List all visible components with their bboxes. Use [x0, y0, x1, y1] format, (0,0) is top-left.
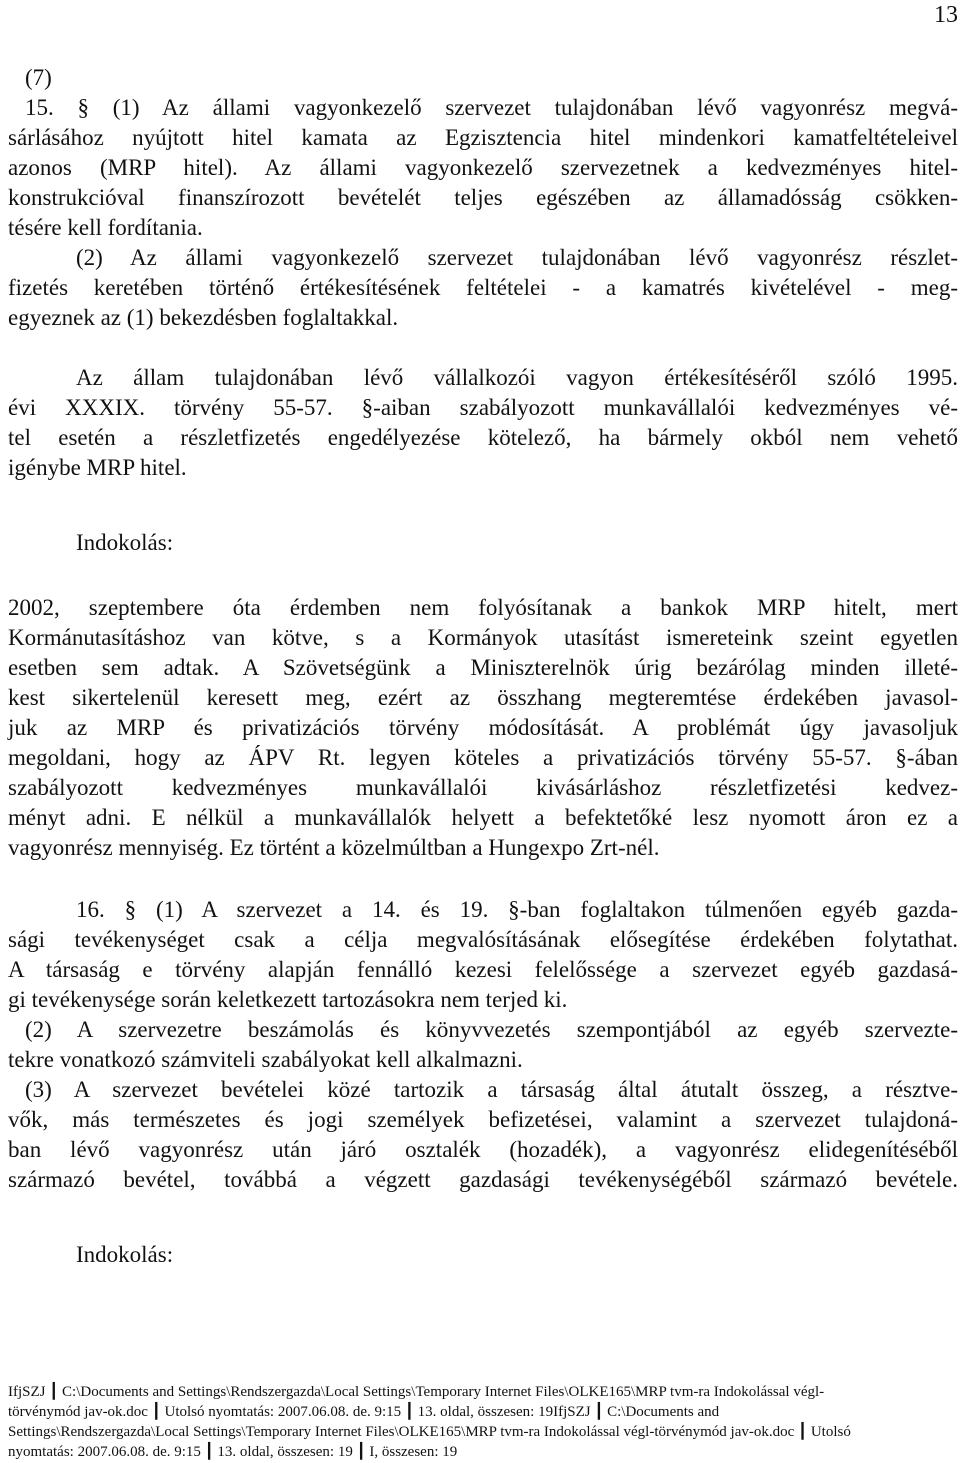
text-line: 16. § (1) A szervezet a 14. és 19. §-ban foglaltakon túlmenően egyéb gazda- [76, 897, 958, 922]
text-line: igénybe MRP hitel. [8, 455, 187, 480]
text-line: 2002, szeptembere óta érdemben nem folyósítanak a bankok MRP hitelt, mert [8, 595, 958, 620]
text-line: 15. § (1) Az állami vagyonkezelő szervezet tulajdonában lévő vagyonrész megvá- [25, 95, 958, 120]
text-line: vők, más természetes és jogi személyek befizetései, valamint a szervezet tulajdoná- [8, 1107, 958, 1132]
text-line: konstrukcióval finanszírozott bevételét teljes egészében az államadósság csökken- [8, 185, 958, 210]
text-line: ban lévő vagyonrész után járó osztalék (hozadék), a vagyonrész elidegenítéséből [8, 1137, 958, 1162]
text-line: kest sikertelenül keresett meg, ezért az összhang megteremtése érdekében javasol- [8, 685, 958, 710]
text-line: egyeznek az (1) bekezdésben foglaltakkal. [8, 305, 399, 330]
text-line: szabályozott kedvezményes munkavállalói kivásárláshoz részletfizetési kedvez- [8, 775, 958, 800]
text-line: juk az MRP és privatizációs törvény módosítását. A problémát úgy javasoljuk [8, 715, 958, 740]
text-line: tésére kell fordítania. [8, 215, 203, 240]
footer-line: törvénymód jav-ok.doc ┃ Utolsó nyomtatás: 2007.06.08. de. 9:15 ┃ 13. oldal, összesen: 19IfjSZJ ┃ C:\Documents and [8, 1404, 720, 1420]
footer-line: Settings\Rendszergazda\Local Settings\Temporary Internet Files\OLKE165\MRP tvm-ra Indokolással végl-törvénymód jav-ok.doc ┃ Utolsó [8, 1424, 851, 1440]
footer-line: nyomtatás: 2007.06.08. de. 9:15 ┃ 13. oldal, összesen: 19 ┃ I, összesen: 19 [8, 1444, 458, 1460]
text-line: származó bevétel, továbbá a végzett gazdasági tevékenységéből származó bevétele. [8, 1167, 958, 1192]
text-line: A társaság e törvény alapján fennálló kezesi felelőssége a szervezet egyéb gazdasá- [8, 957, 958, 982]
text-line: (2) Az állami vagyonkezelő szervezet tulajdonában lévő vagyonrész részlet- [76, 245, 958, 270]
text-line: sárlásához nyújtott hitel kamata az Egzisztencia hitel mindenkori kamatfeltételeivel [8, 125, 958, 150]
text-line: fizetés keretében történő értékesítésének feltételei - a kamatrés kivételével - meg- [8, 275, 958, 300]
text-line: (3) A szervezet bevételei közé tartozik a társaság által átutalt összeg, a résztve- [25, 1077, 958, 1102]
text-line: megoldani, hogy az ÁPV Rt. legyen köteles a privatizációs törvény 55-57. §-ában [8, 745, 958, 770]
text-line: évi XXXIX. törvény 55-57. §-aiban szabályozott munkavállalói kedvezményes vé- [8, 395, 958, 420]
text-line: Indokolás: [76, 530, 174, 555]
text-line: (2) A szervezetre beszámolás és könyvvezetés szempontjából az egyéb szervezte- [25, 1017, 958, 1042]
paragraph-mark: (7) [25, 65, 52, 90]
text-line: sági tevékenységet csak a célja megvalósításának elősegítése érdekében folytathat. [8, 927, 958, 952]
text-line: esetben sem adtak. A Szövetségünk a Miniszterelnök úrig bezárólag minden illeté- [8, 655, 958, 680]
footer-line: IfjSZJ ┃ C:\Documents and Settings\Rendszergazda\Local Settings\Temporary Internet Files\OLKE165\MRP tvm-ra Indokolással végl- [8, 1384, 825, 1400]
text-line: tel esetén a részletfizetés engedélyezése kötelező, ha bármely okból nem vehető [8, 425, 958, 450]
text-line: tekre vonatkozó számviteli szabályokat kell alkalmazni. [8, 1047, 523, 1072]
text-line: Indokolás: [76, 1242, 174, 1267]
text-line: ményt adni. E nélkül a munkavállalók helyett a befektetőké lesz nyomott áron ez a [8, 805, 958, 830]
text-line: gi tevékenysége során keletkezett tartozásokra nem terjed ki. [8, 987, 568, 1012]
page-number: 13 [934, 2, 958, 28]
text-line: vagyonrész mennyiség. Ez történt a közelmúltban a Hungexpo Zrt-nél. [8, 835, 660, 860]
text-line: Kormánutasításhoz van kötve, s a Kormányok utasítást ismereteink szeint egyetlen [8, 625, 958, 650]
text-line: azonos (MRP hitel). Az állami vagyonkezelő szervezetnek a kedvezményes hitel- [8, 155, 958, 180]
text-line: Az állam tulajdonában lévő vállalkozói vagyon értékesítéséről szóló 1995. [76, 365, 958, 390]
